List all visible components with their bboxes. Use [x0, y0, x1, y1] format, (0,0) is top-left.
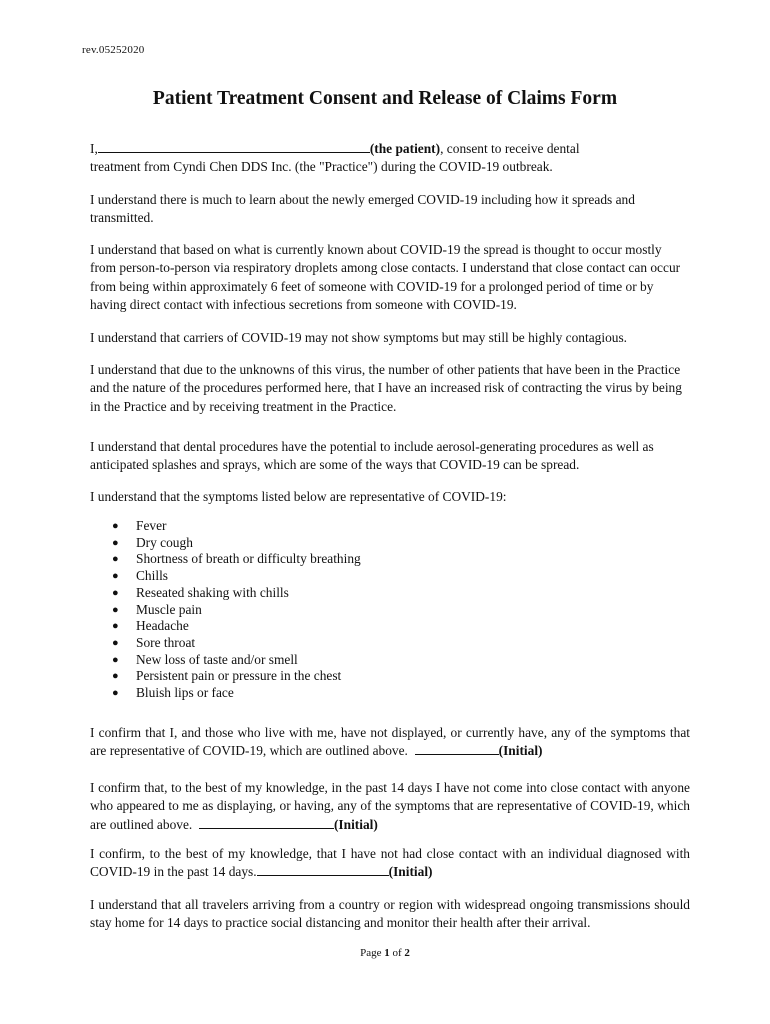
paragraph-spread: I understand that based on what is currently known about COVID-19 the spread is thought to occur mostly from person-to-person via respiratory droplets among close contacts. I understand that close contact can occur from being within approximately 6 feet of someone with COVID-19 for a prolonged period of time or by having direct contact with infectious secretions from someone with COVID-19. — [90, 242, 681, 313]
bullet-icon: ● — [112, 520, 119, 532]
symptom-text: Chills — [136, 568, 168, 584]
symptom-text: Dry cough — [136, 534, 193, 550]
initial-label: (Initial) — [333, 816, 378, 832]
page-total: 2 — [404, 947, 410, 959]
bullet-icon: ● — [112, 670, 119, 683]
bullet-icon: ● — [112, 553, 119, 566]
symptom-text: Muscle pain — [136, 601, 202, 617]
paragraph-aerosol: I understand that dental procedures have the potential to include aerosol-generating procedures as well as anticipated splashes and sprays, which are some of the ways that COVID-19 can be spread. — [90, 439, 654, 473]
page-title: Patient Treatment Consent and Release of Claims Form — [152, 88, 618, 109]
symptom-text: Shortness of breath or difficulty breathing — [136, 551, 361, 567]
list-item — [112, 618, 361, 635]
bullet-icon: ● — [112, 620, 119, 633]
paragraph-risk: I understand that due to the unknowns of this virus, the number of other patients that have been in the Practice and the nature of the procedures performed here, that I have an increased risk of contracting the virus by being in the Practice and by receiving treatment in the Practice. — [90, 362, 682, 414]
list-item — [112, 568, 361, 585]
paragraph-travelers: I understand that all travelers arriving from a country or region with widespread ongoing transmissions should stay home for 14 days to practice social distancing and monitor their health after their arrival. — [90, 897, 690, 931]
bullet-icon: ● — [112, 603, 119, 616]
bullet-icon: ● — [112, 653, 119, 666]
confirm-contact — [90, 779, 690, 834]
consent-statement — [90, 140, 690, 177]
paragraph-symptoms-intro: I understand that the symptoms listed below are representative of COVID-19: — [90, 489, 507, 504]
page-current: 1 — [384, 947, 390, 959]
list-item — [112, 635, 361, 652]
symptom-text: Headache — [136, 618, 189, 634]
list-item — [112, 585, 361, 602]
patient-label: (the patient) — [369, 141, 441, 156]
consent-prefix: I, — [90, 141, 98, 156]
paragraph-carriers: I understand that carriers of COVID-19 may not show symptoms but may still be highly contagious. — [90, 330, 628, 345]
symptom-text: New loss of taste and/or smell — [136, 651, 298, 667]
bullet-icon: ● — [112, 536, 119, 549]
initial-label: (Initial) — [388, 864, 433, 880]
revision-code: rev.05252020 — [82, 44, 145, 56]
consent-rest: , consent to receive dental — [440, 141, 580, 156]
symptom-text: Fever — [136, 518, 167, 533]
list-item — [112, 535, 361, 552]
initial-field-contact[interactable] — [199, 816, 334, 829]
patient-name-field[interactable] — [98, 140, 370, 153]
page-word: Page — [360, 947, 382, 959]
confirm-diagnosed-text: I confirm, to the best of my knowledge, that I have not had close contact with an individual diagnosed with COVID-19 in the past 14 days. — [90, 846, 690, 880]
confirm-symptoms — [90, 724, 690, 761]
confirm-diagnosed — [90, 845, 690, 882]
list-item — [112, 652, 361, 669]
initial-field-diagnosed[interactable] — [257, 863, 389, 876]
list-item — [112, 685, 361, 702]
bullet-icon: ● — [112, 687, 119, 700]
bullet-icon: ● — [112, 570, 119, 583]
bullet-icon: ● — [112, 636, 119, 649]
list-item — [112, 668, 361, 685]
symptom-text: Reseated shaking with chills — [136, 584, 289, 600]
symptom-text: Bluish lips or face — [136, 685, 234, 701]
symptom-text: Sore throat — [136, 634, 196, 650]
confirm-contact-text: I confirm that, to the best of my knowledge, in the past 14 days I have not come into close contact with anyone who appeared to me as displaying, or having, any of the symptoms that are representative of COVID-19, which are outlined above. — [90, 780, 690, 832]
list-item — [112, 602, 361, 619]
consent-line-2: treatment from Cyndi Chen DDS Inc. (the "Practice") during the COVID-19 outbreak. — [90, 159, 553, 175]
symptom-list — [112, 518, 361, 702]
symptom-text: Persistent pain or pressure in the chest — [136, 668, 342, 684]
initial-label: (Initial) — [498, 743, 543, 759]
paragraph-learn: I understand there is much to learn about the newly emerged COVID-19 including how it spreads and transmitted. — [90, 192, 635, 226]
list-item — [112, 518, 361, 535]
of-word: of — [392, 947, 402, 959]
bullet-icon: ● — [112, 586, 119, 599]
page-footer — [0, 947, 770, 959]
initial-field-symptoms[interactable] — [415, 742, 499, 755]
list-item — [112, 551, 361, 568]
confirm-symptoms-text: I confirm that I, and those who live with me, have not displayed, or currently have, any of the symptoms that are representative of COVID-19, which are outlined above. — [90, 725, 690, 759]
